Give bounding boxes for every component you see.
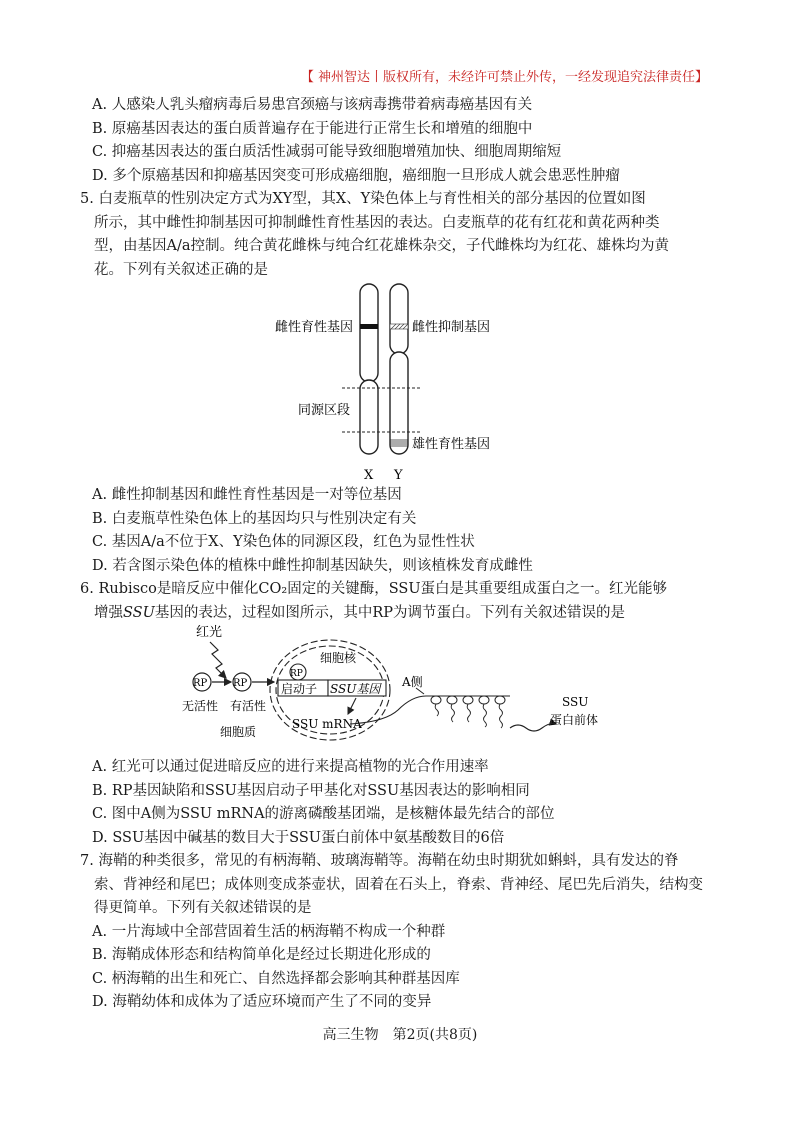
inactive-label: 无活性	[182, 699, 219, 713]
ssu-precursor-label-line2: 蛋白前体	[550, 713, 599, 727]
q6-option-a: A. 红光可以通过促进暗反应的进行来提高植物的光合作用速率	[92, 759, 489, 775]
q7-option-a: A. 一片海域中全部营固着生活的柄海鞘不构成一个种群	[92, 923, 446, 940]
q7-option-c: C. 柄海鞘的出生和死亡、自然选择都会影响其种群基因库	[92, 970, 460, 987]
q6-stem-line-2-post: 基因的表达，过程如图所示，其中RP为调节蛋白。下列有关叙述错误的是	[154, 604, 626, 621]
red-light-label: 红光	[196, 625, 223, 640]
q6-option-d: D. SSU基因中碱基的数目大于SSU蛋白前体中氨基酸数目的6倍	[92, 829, 505, 846]
gene-expression-diagram	[180, 624, 620, 754]
male-fertility-gene-label: 雄性育性基因	[412, 437, 491, 452]
q5-stem-line-2: 所示，其中雌性抑制基因可抑制雌性育性基因的表达。白麦瓶草的花有红花和黄花两种类	[94, 214, 660, 231]
x-chromosome-label: X	[364, 468, 374, 482]
ribosome-1	[431, 696, 441, 716]
homologous-region-label: 同源区段	[298, 403, 351, 418]
x-chromosome-lower-arm	[360, 380, 378, 454]
active-label: 有活性	[230, 699, 267, 713]
question-6-options	[80, 756, 728, 850]
question-6-stem	[80, 578, 728, 625]
y-chromosome-lower-arm	[390, 352, 408, 454]
y-chromosome-label: Y	[394, 468, 403, 482]
transcription-arrow	[348, 698, 356, 714]
ssu-precursor-label-line1: SSU	[562, 695, 589, 709]
q5-option-a: A. 雌性抑制基因和雌性育性基因是一对等位基因	[92, 487, 402, 503]
q4-option-c: C. 抑癌基因表达的蛋白质活性减弱可能导致细胞增殖加快、细胞周期缩短	[92, 144, 562, 160]
q6-stem-line-2	[80, 602, 728, 626]
q5-stem-line-1: 5. 白麦瓶草的性别决定方式为XY型，其X、Y染色体上与育性相关的部分基因的位置如图	[80, 191, 646, 207]
question-5-options	[80, 484, 728, 578]
ssu-mrna-label: SSU mRNA	[292, 717, 362, 731]
q7-option-d: D. 海鞘幼体和成体为了适应环境而产生了不同的变异	[92, 994, 432, 1010]
ribosome-3	[463, 696, 473, 722]
q5-stem-line-4: 花。下列有关叙述正确的是	[94, 261, 268, 278]
question-4-options	[80, 94, 728, 188]
q6-stem-line-1: 6. Rubisco是暗反应中催化CO₂固定的关键酶，SSU蛋白是其重要组成蛋白之一。红光能够	[80, 581, 668, 597]
chromosome-diagram	[270, 282, 530, 482]
y-chromosome-upper-arm	[390, 284, 408, 354]
q4-option-a: A. 人感染人乳头瘤病毒后易患宫颈癌与该病毒携带着病毒癌基因有关	[92, 97, 533, 113]
inactive-rp-label: RP	[193, 678, 208, 689]
red-light-arrow	[210, 642, 226, 678]
question-7	[80, 850, 728, 1015]
q7-stem-line-2: 索、背神经和尾巴；成体则变成茶壶状，固着在石头上，脊索、背神经、尾巴先后消失，结构变	[94, 876, 703, 893]
x-chromosome-upper-arm	[360, 284, 378, 382]
q4-option-b: B. 原癌基因表达的蛋白质普遍存在于能进行正常生长和增殖的细胞中	[92, 120, 533, 137]
page-footer: 高三生物 第2页(共8页)	[322, 1027, 478, 1043]
a-side-label: A侧	[402, 675, 423, 689]
copyright-banner: 【 神州智达丨版权所有，未经许可禁止外传，一经发现追究法律责任】	[300, 70, 708, 85]
female-fertility-gene-band	[360, 324, 378, 329]
q7-stem-line-1: 7. 海鞘的种类很多，常见的有柄海鞘、玻璃海鞘等。海鞘在幼虫时期犹如蝌蚪，具有发达的脊	[80, 853, 679, 869]
question-5-stem	[80, 188, 728, 282]
q5-option-d: D. 若含图示染色体的植株中雌性抑制基因缺失，则该植株发育成雌性	[92, 557, 533, 574]
female-fertility-gene-label: 雌性育性基因	[275, 320, 354, 335]
ribosome-5	[495, 696, 505, 728]
ribosome-2	[447, 696, 457, 722]
q5-option-b: B. 白麦瓶草性染色体上的基因均只与性别决定有关	[92, 510, 417, 527]
ribosome-4	[479, 696, 489, 727]
promoter-label: 启动子	[281, 682, 318, 696]
q4-option-d: D. 多个原癌基因和抑癌基因突变可形成癌细胞，癌细胞一旦形成人就会患恶性肿瘤	[92, 167, 620, 184]
q5-option-c: C. 基因A/a不位于X、Y染色体的同源区段，红色为显性性状	[92, 534, 475, 550]
q6-stem-line-2-pre: 增强	[94, 604, 123, 621]
q6-option-b: B. RP基因缺陷和SSU基因启动子甲基化对SSU基因表达的影响相同	[92, 782, 530, 799]
active-rp-label: RP	[233, 678, 248, 689]
q7-stem-line-3: 得更简单。下列有关叙述错误的是	[94, 900, 312, 916]
female-suppressor-gene-label: 雌性抑制基因	[412, 320, 491, 335]
q7-option-b: B. 海鞘成体形态和结构简单化是经过长期进化形成的	[92, 947, 431, 963]
nucleus-label: 细胞核	[320, 651, 357, 665]
q6-option-c: C. 图中A侧为SSU mRNA的游离磷酸基团端，是核糖体最先结合的部位	[92, 806, 555, 822]
cytoplasm-label: 细胞质	[220, 725, 257, 739]
q5-stem-line-3: 型，由基因A/a控制。纯合黄花雌株与纯合红花雄株杂交，子代雌株均为红花、雄株均为黄	[94, 238, 669, 254]
bound-rp-label: RP	[290, 669, 303, 679]
q6-stem-line-2-gene: SSU	[123, 604, 155, 621]
ssu-gene-label: SSU基因	[330, 682, 381, 696]
